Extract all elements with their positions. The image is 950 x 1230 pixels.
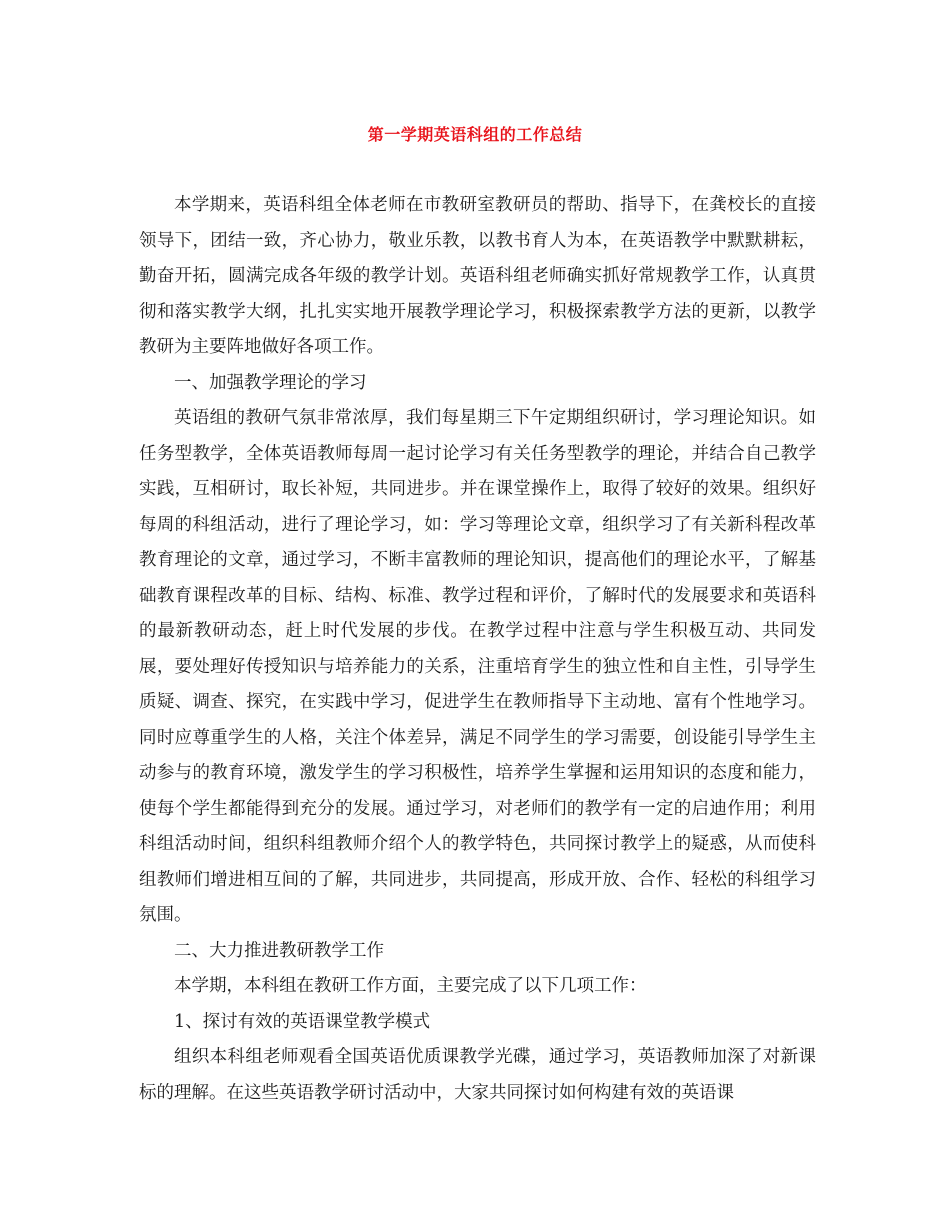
document-body: [139, 188, 816, 1111]
paragraph-intro: 本学期来，英语科组全体老师在市教研室教研员的帮助、指导下，在龚校长的直接领导下，团结一致，齐心协力，敬业乐教，以教书育人为本，在英语教学中默默耕耘，勤奋开拓，圆满完成各年级的教学计划。英语科组老师确实抓好常规教学工作，认真贯彻和落实教学大纲，扎扎实实地开展教学理论学习，积极探索教学方法的更新，以教学教研为主要阵地做好各项工作。: [139, 195, 816, 357]
paragraph-2-1: 组织本科组老师观看全国英语优质课教学光碟，通过学习，英语教师加深了对新课标的理解。在这些英语教学研讨活动中，大家共同探讨如何构建有效的英语课: [139, 1047, 816, 1103]
heading-section-1: 一、加强教学理论的学习: [174, 372, 367, 393]
heading-section-2: 二、大力推进教研教学工作: [174, 940, 384, 961]
subheading-2-1: 1、探讨有效的英语课堂教学模式: [174, 1011, 431, 1032]
paragraph-section-2-intro: 本学期，本科组在教研工作方面，主要完成了以下几项工作：: [174, 976, 647, 996]
document-title: 第一学期英语科组的工作总结: [367, 125, 583, 144]
paragraph-section-1: 英语组的教研气氛非常浓厚，我们每星期三下午定期组织研讨，学习理论知识。如任务型教学，全体英语教师每周一起讨论学习有关任务型教学的理论，并结合自己教学实践，互相研讨，取长补短，共同进步。并在课堂操作上，取得了较好的效果。组织好每周的科组活动，进行了理论学习，如：学习等理论文章，组织学习了有关新科程改革教育理论的文章，通过学习，不断丰富教师的理论知识，提高他们的理论水平，了解基础教育课程改革的目标、结构、标准、教学过程和评价，了解时代的发展要求和英语科的最新教研动态，赶上时代发展的步伐。在教学过程中注意与学生积极互动、共同发展，要处理好传授知识与培养能力的关系，注重培育学生的独立性和自主性，引导学生质疑、调查、探究，在实践中学习，促进学生在教师指导下主动地、富有个性地学习。同时应尊重学生的人格，关注个体差异，满足不同学生的学习需要，创设能引导学生主动参与的教育环境，激发学生的学习积极性，培养学生掌握和运用知识的态度和能力，使每个学生都能得到充分的发展。通过学习，对老师们的教学有一定的启迪作用；利用科组活动时间，组织科组教师介绍个人的教学特色，共同探讨教学上的疑惑，从而使科组教师们增进相互间的了解，共同进步，共同提高，形成开放、合作、轻松的科组学习氛围。: [139, 408, 816, 925]
